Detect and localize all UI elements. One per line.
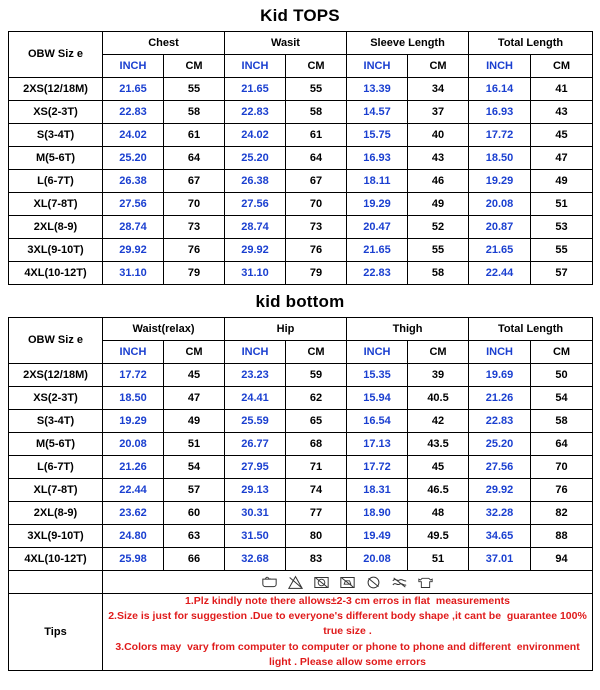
bottom-group-hip: Hip: [225, 318, 347, 341]
tops-row-5-val-7: 51: [531, 193, 593, 216]
bottom-row-5-val-3: 74: [286, 479, 347, 502]
bottom-unit-1: CM: [164, 341, 225, 364]
tops-row-7-val-1: 76: [164, 239, 225, 262]
tops-row-7-val-6: 21.65: [469, 239, 531, 262]
tops-row-1-val-2: 22.83: [225, 101, 286, 124]
tops-row-5-val-0: 27.56: [103, 193, 164, 216]
tops-unit-3: CM: [286, 55, 347, 78]
tops-title: Kid TOPS: [260, 6, 340, 25]
bottom-row-3-val-4: 17.13: [347, 433, 408, 456]
table-row: [9, 548, 593, 571]
tops-row-5-val-3: 70: [286, 193, 347, 216]
bottom-row-3-val-3: 68: [286, 433, 347, 456]
bottom-row-3-size: M(5-6T): [9, 433, 103, 456]
bottom-row-0-val-6: 19.69: [469, 364, 531, 387]
bottom-row-5-val-6: 29.92: [469, 479, 531, 502]
tops-row-8-val-3: 79: [286, 262, 347, 285]
bottom-corner-label: OBW Siz e: [9, 318, 103, 364]
tops-row-8-val-7: 57: [531, 262, 593, 285]
tops-row-3-val-3: 64: [286, 147, 347, 170]
tops-group-wasit: Wasit: [225, 32, 347, 55]
bottom-row-4-val-4: 17.72: [347, 456, 408, 479]
bottom-row-2-val-1: 49: [164, 410, 225, 433]
tops-row-1-val-0: 22.83: [103, 101, 164, 124]
table-row: [9, 456, 593, 479]
bottom-row-6-val-5: 48: [408, 502, 469, 525]
table-header-group-row: [9, 318, 593, 341]
tops-row-6-val-6: 20.87: [469, 216, 531, 239]
tops-row-4-val-3: 67: [286, 170, 347, 193]
tops-row-6-val-4: 20.47: [347, 216, 408, 239]
bottom-row-3-val-6: 25.20: [469, 433, 531, 456]
hang-dry-icon: [417, 575, 434, 590]
bottom-row-7-val-4: 19.49: [347, 525, 408, 548]
tops-row-1-val-6: 16.93: [469, 101, 531, 124]
bottom-row-2-val-4: 16.54: [347, 410, 408, 433]
tops-row-8-val-2: 31.10: [225, 262, 286, 285]
tops-row-1-size: XS(2-3T): [9, 101, 103, 124]
bottom-group-waist: Waist(relax): [103, 318, 225, 341]
tops-row-3-val-6: 18.50: [469, 147, 531, 170]
tops-row-3-val-7: 47: [531, 147, 593, 170]
bottom-row-0-val-3: 59: [286, 364, 347, 387]
tops-row-5-size: XL(7-8T): [9, 193, 103, 216]
bottom-row-7-val-6: 34.65: [469, 525, 531, 548]
care-symbols-row: [9, 571, 593, 594]
bottom-row-0-val-1: 45: [164, 364, 225, 387]
do-not-wring-icon: [391, 575, 408, 590]
tops-row-4-val-2: 26.38: [225, 170, 286, 193]
bottom-row-4-val-7: 70: [531, 456, 593, 479]
bottom-row-1-val-5: 40.5: [408, 387, 469, 410]
tops-row-3-val-0: 25.20: [103, 147, 164, 170]
table-row: [9, 239, 593, 262]
bottom-unit-6: INCH: [469, 341, 531, 364]
bottom-row-8-val-6: 37.01: [469, 548, 531, 571]
bottom-row-5-size: XL(7-8T): [9, 479, 103, 502]
bottom-row-1-val-1: 47: [164, 387, 225, 410]
tops-row-0-val-1: 55: [164, 78, 225, 101]
bottom-row-0-val-4: 15.35: [347, 364, 408, 387]
bottom-row-4-val-5: 45: [408, 456, 469, 479]
bottom-row-6-val-6: 32.28: [469, 502, 531, 525]
tops-row-0-val-7: 41: [531, 78, 593, 101]
tops-row-6-val-5: 52: [408, 216, 469, 239]
tops-row-0-val-0: 21.65: [103, 78, 164, 101]
tops-unit-6: INCH: [469, 55, 531, 78]
bottom-row-7-val-2: 31.50: [225, 525, 286, 548]
bottom-row-5-val-4: 18.31: [347, 479, 408, 502]
tops-row-7-val-5: 55: [408, 239, 469, 262]
iron-not-allowed-icon: [339, 575, 356, 590]
bottom-row-0-val-2: 23.23: [225, 364, 286, 387]
tops-row-5-val-4: 19.29: [347, 193, 408, 216]
tops-row-4-size: L(6-7T): [9, 170, 103, 193]
tops-unit-0: INCH: [103, 55, 164, 78]
tops-corner-label: OBW Siz e: [9, 32, 103, 78]
kid-bottom-size-table: [8, 317, 593, 671]
tops-row-5-val-5: 49: [408, 193, 469, 216]
bottom-row-0-size: 2XS(12/18M): [9, 364, 103, 387]
tops-row-5-val-6: 20.08: [469, 193, 531, 216]
bottom-row-8-size: 4XL(10-12T): [9, 548, 103, 571]
bottom-row-2-val-3: 65: [286, 410, 347, 433]
tops-row-1-val-4: 14.57: [347, 101, 408, 124]
tops-row-4-val-7: 49: [531, 170, 593, 193]
tops-unit-1: CM: [164, 55, 225, 78]
tops-row-2-val-1: 61: [164, 124, 225, 147]
bottom-row-8-val-3: 83: [286, 548, 347, 571]
tops-row-4-val-4: 18.11: [347, 170, 408, 193]
table-row: [9, 387, 593, 410]
tops-row-0-val-2: 21.65: [225, 78, 286, 101]
dry-clean-not-allowed-icon: [365, 575, 382, 590]
bottom-row-5-val-7: 76: [531, 479, 593, 502]
bottom-group-thigh: Thigh: [347, 318, 469, 341]
tops-row-5-val-1: 70: [164, 193, 225, 216]
tops-row-3-val-5: 43: [408, 147, 469, 170]
tops-row-1-val-7: 43: [531, 101, 593, 124]
table-row: [9, 170, 593, 193]
tops-row-3-val-2: 25.20: [225, 147, 286, 170]
tops-unit-5: CM: [408, 55, 469, 78]
bottom-row-4-val-6: 27.56: [469, 456, 531, 479]
tops-row-2-val-4: 15.75: [347, 124, 408, 147]
bottom-row-7-val-5: 49.5: [408, 525, 469, 548]
bottom-row-2-val-2: 25.59: [225, 410, 286, 433]
care-symbols-cell: [103, 571, 593, 594]
tops-row-0-size: 2XS(12/18M): [9, 78, 103, 101]
table-row: [9, 216, 593, 239]
bottom-row-1-val-3: 62: [286, 387, 347, 410]
tops-row-4-val-1: 67: [164, 170, 225, 193]
tops-row-6-val-2: 28.74: [225, 216, 286, 239]
bottom-unit-4: INCH: [347, 341, 408, 364]
tops-row-1-val-1: 58: [164, 101, 225, 124]
tops-row-8-val-1: 79: [164, 262, 225, 285]
tips-content: [103, 594, 593, 671]
tops-unit-2: INCH: [225, 55, 286, 78]
table-row: [9, 193, 593, 216]
tops-row-0-val-5: 34: [408, 78, 469, 101]
tops-row-7-val-4: 21.65: [347, 239, 408, 262]
bottom-row-0-val-5: 39: [408, 364, 469, 387]
tops-row-0-val-6: 16.14: [469, 78, 531, 101]
tips-label: Tips: [9, 594, 103, 671]
tops-row-3-val-1: 64: [164, 147, 225, 170]
bottom-row-5-val-2: 29.13: [225, 479, 286, 502]
bottom-row-3-val-7: 64: [531, 433, 593, 456]
bottom-unit-2: INCH: [225, 341, 286, 364]
tops-row-4-val-6: 19.29: [469, 170, 531, 193]
bottom-unit-5: CM: [408, 341, 469, 364]
tops-row-8-val-5: 58: [408, 262, 469, 285]
bottom-row-1-size: XS(2-3T): [9, 387, 103, 410]
bottom-row-8-val-1: 66: [164, 548, 225, 571]
table-row: [9, 479, 593, 502]
tops-row-7-val-7: 55: [531, 239, 593, 262]
tops-row-4-val-0: 26.38: [103, 170, 164, 193]
bottom-row-7-val-7: 88: [531, 525, 593, 548]
tops-row-7-val-3: 76: [286, 239, 347, 262]
bottom-row-3-val-0: 20.08: [103, 433, 164, 456]
bottom-row-1-val-6: 21.26: [469, 387, 531, 410]
bottom-row-2-val-7: 58: [531, 410, 593, 433]
tips-row: [9, 594, 593, 671]
bottom-row-6-val-0: 23.62: [103, 502, 164, 525]
bottom-row-8-val-2: 32.68: [225, 548, 286, 571]
bottom-title: kid bottom: [255, 292, 345, 311]
bottom-row-0-val-0: 17.72: [103, 364, 164, 387]
table-row: [9, 78, 593, 101]
tops-row-6-val-7: 53: [531, 216, 593, 239]
bottom-row-8-val-0: 25.98: [103, 548, 164, 571]
tops-unit-7: CM: [531, 55, 593, 78]
table-row: [9, 262, 593, 285]
tops-row-6-size: 2XL(8-9): [9, 216, 103, 239]
tops-row-1-val-3: 58: [286, 101, 347, 124]
tops-row-2-size: S(3-4T): [9, 124, 103, 147]
bottom-row-7-val-1: 63: [164, 525, 225, 548]
table-row: [9, 410, 593, 433]
table-header-group-row: [9, 32, 593, 55]
tips-line-2: 2.Size is just for suggestion .Due to everyone's different body shape ,it cant be guarantee 100% true size .: [108, 610, 590, 638]
tops-row-1-val-5: 37: [408, 101, 469, 124]
bottom-row-2-size: S(3-4T): [9, 410, 103, 433]
table-row: [9, 502, 593, 525]
tops-row-8-size: 4XL(10-12T): [9, 262, 103, 285]
tops-row-0-val-4: 13.39: [347, 78, 408, 101]
tops-row-7-size: 3XL(9-10T): [9, 239, 103, 262]
bottom-row-7-val-3: 80: [286, 525, 347, 548]
bottom-row-8-val-7: 94: [531, 548, 593, 571]
bottom-row-4-val-1: 54: [164, 456, 225, 479]
tops-row-8-val-4: 22.83: [347, 262, 408, 285]
bottom-row-5-val-5: 46.5: [408, 479, 469, 502]
bleach-not-allowed-icon: [287, 575, 304, 590]
bottom-row-0-val-7: 50: [531, 364, 593, 387]
tops-row-7-val-0: 29.92: [103, 239, 164, 262]
bottom-row-4-val-2: 27.95: [225, 456, 286, 479]
tops-row-2-val-7: 45: [531, 124, 593, 147]
bottom-row-1-val-0: 18.50: [103, 387, 164, 410]
bottom-row-6-val-3: 77: [286, 502, 347, 525]
tops-row-2-val-6: 17.72: [469, 124, 531, 147]
tops-unit-4: INCH: [347, 55, 408, 78]
tops-row-8-val-6: 22.44: [469, 262, 531, 285]
tips-line-3: 3.Colors may vary from computer to computer or phone to phone and different environment light . Please allow some errors: [115, 640, 583, 668]
table-row: [9, 364, 593, 387]
tops-group-total-length: Total Length: [469, 32, 593, 55]
bottom-row-5-val-0: 22.44: [103, 479, 164, 502]
tops-row-2-val-2: 24.02: [225, 124, 286, 147]
table-row: [9, 525, 593, 548]
tops-row-3-val-4: 16.93: [347, 147, 408, 170]
bottom-row-4-size: L(6-7T): [9, 456, 103, 479]
bottom-row-3-val-5: 43.5: [408, 433, 469, 456]
tops-group-sleeve-length: Sleeve Length: [347, 32, 469, 55]
bottom-row-6-size: 2XL(8-9): [9, 502, 103, 525]
kid-tops-size-table: [8, 31, 593, 285]
bottom-row-6-val-2: 30.31: [225, 502, 286, 525]
bottom-row-5-val-1: 57: [164, 479, 225, 502]
tops-row-4-val-5: 46: [408, 170, 469, 193]
table-row: [9, 101, 593, 124]
tops-row-6-val-1: 73: [164, 216, 225, 239]
tops-row-2-val-5: 40: [408, 124, 469, 147]
bottom-row-6-val-7: 82: [531, 502, 593, 525]
hand-wash-icon: [261, 575, 278, 590]
care-row-blank: [9, 571, 103, 594]
table-row: [9, 124, 593, 147]
bottom-row-6-val-1: 60: [164, 502, 225, 525]
tops-row-6-val-0: 28.74: [103, 216, 164, 239]
bottom-unit-7: CM: [531, 341, 593, 364]
bottom-row-4-val-0: 21.26: [103, 456, 164, 479]
tops-row-2-val-0: 24.02: [103, 124, 164, 147]
bottom-row-8-val-5: 51: [408, 548, 469, 571]
bottom-row-1-val-2: 24.41: [225, 387, 286, 410]
tumble-dry-not-allowed-icon: [313, 575, 330, 590]
tops-row-0-val-3: 55: [286, 78, 347, 101]
bottom-row-7-size: 3XL(9-10T): [9, 525, 103, 548]
tips-line-1: 1.Plz kindly note there allows±2-3 cm erros in flat measurements: [185, 595, 510, 607]
tops-row-5-val-2: 27.56: [225, 193, 286, 216]
bottom-row-6-val-4: 18.90: [347, 502, 408, 525]
bottom-row-7-val-0: 24.80: [103, 525, 164, 548]
tops-row-7-val-2: 29.92: [225, 239, 286, 262]
tops-group-chest: Chest: [103, 32, 225, 55]
bottom-row-1-val-7: 54: [531, 387, 593, 410]
bottom-row-8-val-4: 20.08: [347, 548, 408, 571]
tops-row-6-val-3: 73: [286, 216, 347, 239]
bottom-unit-3: CM: [286, 341, 347, 364]
bottom-group-total-length: Total Length: [469, 318, 593, 341]
tops-row-3-size: M(5-6T): [9, 147, 103, 170]
bottom-row-1-val-4: 15.94: [347, 387, 408, 410]
bottom-row-2-val-0: 19.29: [103, 410, 164, 433]
bottom-row-2-val-5: 42: [408, 410, 469, 433]
tops-row-8-val-0: 31.10: [103, 262, 164, 285]
bottom-unit-0: INCH: [103, 341, 164, 364]
bottom-row-4-val-3: 71: [286, 456, 347, 479]
bottom-row-3-val-1: 51: [164, 433, 225, 456]
bottom-row-3-val-2: 26.77: [225, 433, 286, 456]
tops-row-2-val-3: 61: [286, 124, 347, 147]
table-row: [9, 433, 593, 456]
table-row: [9, 147, 593, 170]
bottom-row-2-val-6: 22.83: [469, 410, 531, 433]
